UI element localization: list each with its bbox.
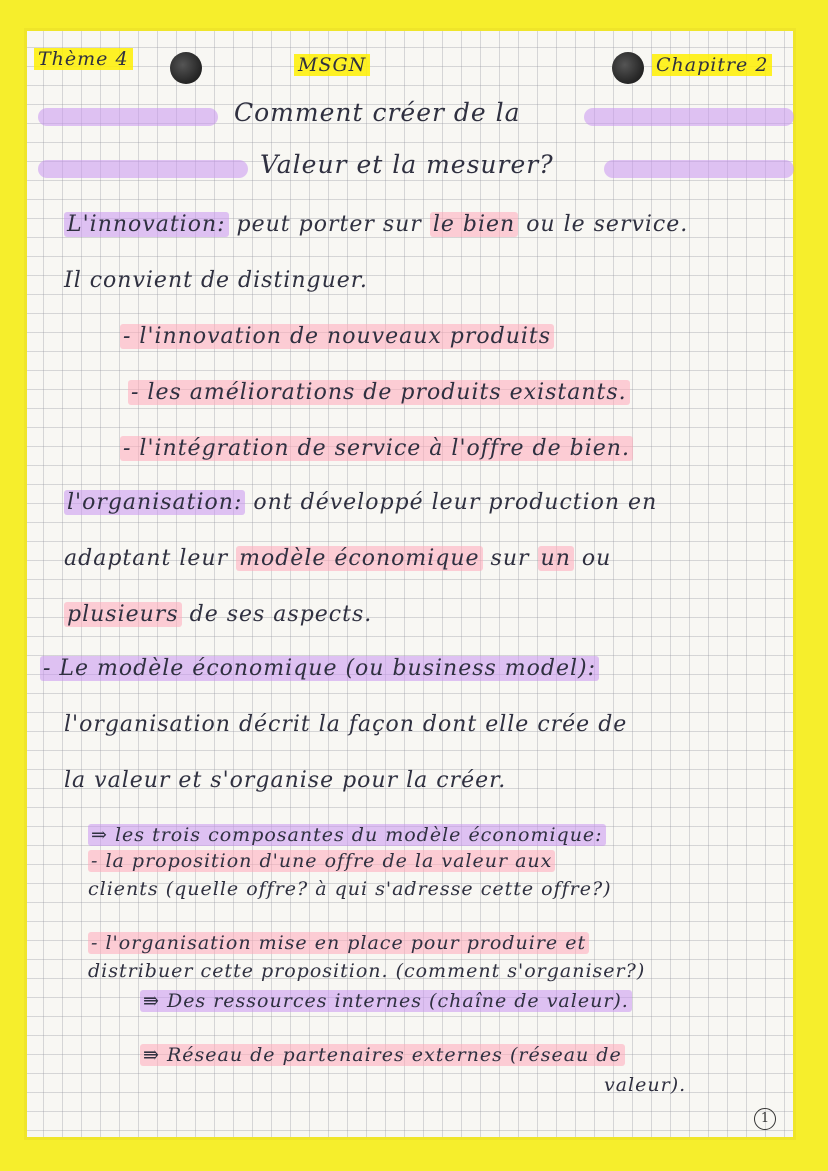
organisation-term: l'organisation: <box>64 490 245 515</box>
title-bar-left-2 <box>38 160 248 178</box>
resources-external-line-2: valeur). <box>604 1074 687 1096</box>
innovation-term: L'innovation: <box>64 212 229 237</box>
notebook-page <box>24 28 796 1140</box>
title-bar-right-1 <box>584 108 794 126</box>
components-line-2: clients (quelle offre? à qui s'adresse cette offre?) <box>88 878 612 900</box>
title-bar-left-1 <box>38 108 218 126</box>
model-line-2: la valeur et s'organise pour la créer. <box>64 768 507 793</box>
components-title: ⇒ les trois composantes du modèle économique: <box>88 824 606 846</box>
header-theme: Thème 4 <box>34 48 133 70</box>
title-line-2: Valeur et la mesurer? <box>260 150 554 179</box>
organisation-line: l'organisation: ont développé leur production en <box>64 490 657 515</box>
title-line-1: Comment créer de la <box>234 98 521 127</box>
list-item-3: - l'intégration de service à l'offre de bien. <box>120 436 633 461</box>
punch-hole-right <box>612 52 644 84</box>
distinguish-line: Il convient de distinguer. <box>64 268 368 293</box>
adapt-line: adaptant leur modèle économique sur un ou <box>64 546 612 571</box>
title-bar-right-2 <box>604 160 794 178</box>
model-heading: - Le modèle économique (ou business model): <box>40 656 599 681</box>
header-subject: MSGN <box>294 54 370 76</box>
innovation-line: L'innovation: peut porter sur le bien ou le service. <box>64 212 688 237</box>
model-line-1: l'organisation décrit la façon dont elle crée de <box>64 712 628 737</box>
organisation-mise-line-2: distribuer cette proposition. (comment s'organiser?) <box>88 960 646 982</box>
plusieurs-line: plusieurs de ses aspects. <box>64 602 372 627</box>
components-line-1: - la proposition d'une offre de la valeur aux <box>88 850 555 872</box>
list-item-2: - les améliorations de produits existants. <box>128 380 630 405</box>
page-number: 1 <box>754 1108 776 1130</box>
resources-internal: ⇛ Des ressources internes (chaîne de valeur). <box>140 990 632 1012</box>
organisation-mise-line-1: - l'organisation mise en place pour produire et <box>88 932 589 954</box>
punch-hole-left <box>170 52 202 84</box>
resources-external-line-1: ⇛ Réseau de partenaires externes (réseau de <box>140 1044 625 1066</box>
header-chapter: Chapitre 2 <box>652 54 772 76</box>
list-item-1: - l'innovation de nouveaux produits <box>120 324 554 349</box>
